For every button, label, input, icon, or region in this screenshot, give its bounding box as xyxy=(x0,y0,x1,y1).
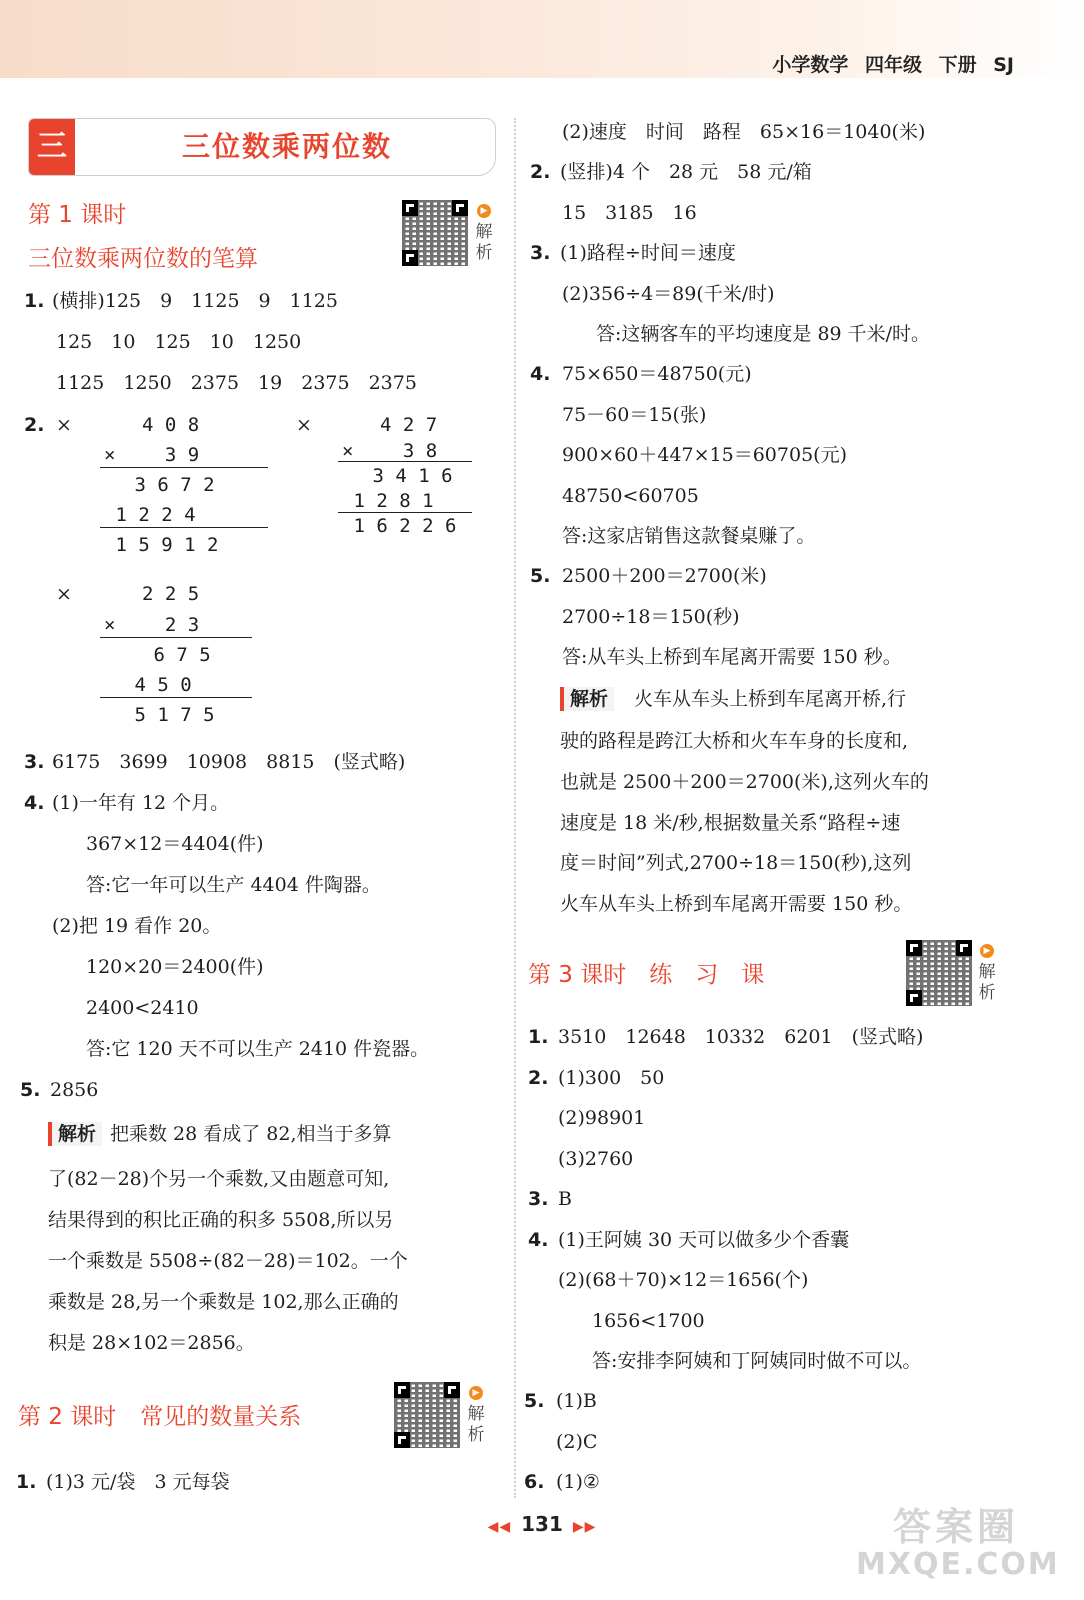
answer-line: (1)王阿姨 30 天可以做多少个香囊 xyxy=(558,1229,850,1251)
unit-title: 三位数乘两位数 xyxy=(181,130,392,163)
lesson2-title: 第 2 课时 常见的数量关系 xyxy=(18,1404,302,1430)
lesson1-subtitle: 三位数乘两位数的笔算 xyxy=(28,246,258,272)
explanation-line: 乘数是 28,另一个乘数是 102,那么正确的 xyxy=(48,1291,399,1313)
q-number: 1. xyxy=(528,1026,549,1048)
vertical-calc-line: 4 0 8 xyxy=(104,414,200,436)
vertical-calc-line: 3 4 1 6 xyxy=(342,465,453,487)
answer-line: (2)(68＋70)×12＝1656(个) xyxy=(558,1269,809,1291)
explanation-line: 度＝时间”列式,2700÷18＝150(秒),这列 xyxy=(560,852,912,874)
qr-label: 解 析 xyxy=(978,962,996,1003)
answer-line: 75－60＝15(张) xyxy=(562,404,707,426)
explanation-line: 速度是 18 米/秒,根据数量关系“路程÷速 xyxy=(560,812,901,834)
explanation-tag: 解析 xyxy=(48,1122,102,1146)
qr-code-lesson3[interactable] xyxy=(906,940,972,1006)
explanation-line: 也就是 2500＋200＝2700(米),这列火车的 xyxy=(560,771,929,793)
unit-title-box xyxy=(28,118,496,176)
q-number: 4. xyxy=(24,792,45,814)
vertical-calc-line: × 2 3 xyxy=(104,614,200,636)
answer-line: (1)B xyxy=(556,1390,597,1412)
subject: 小学数学 xyxy=(772,54,849,76)
watermark: 答案圈 MXQE.COM xyxy=(856,1505,1060,1582)
answer-line: (2)把 19 看作 20。 xyxy=(52,915,222,937)
explanation-line: 结果得到的积比正确的积多 5508,所以另 xyxy=(48,1209,394,1231)
answer-line: 125 10 125 10 1250 xyxy=(56,331,302,353)
explanation-line: 了(82－28)个另一个乘数,又由题意可知, xyxy=(48,1168,390,1190)
lesson1-title: 第 1 课时 xyxy=(28,202,127,228)
q-number: 4. xyxy=(530,363,551,385)
answer-line: (2)356÷4＝89(千米/时) xyxy=(562,283,775,305)
explanation-line: 驶的路程是跨江大桥和火车车身的长度和, xyxy=(560,730,909,752)
q-number: 6. xyxy=(524,1471,545,1493)
unit-number: 三 xyxy=(29,119,75,175)
q-number: 1. xyxy=(24,290,45,312)
q-number: 2. xyxy=(24,414,45,436)
answer-line: (2)C xyxy=(556,1431,598,1453)
answer-line: 2400<2410 xyxy=(86,997,199,1019)
answer-line: (2)速度 时间 路程 65×16＝1040(米) xyxy=(562,121,926,143)
answer-line: (1)路程÷时间＝速度 xyxy=(560,242,736,264)
vertical-calc-line: 1 6 2 2 6 xyxy=(342,515,457,537)
q-number: 5. xyxy=(20,1079,41,1101)
qr-code-lesson1[interactable] xyxy=(402,200,468,266)
answer-line: 120×20＝2400(件) xyxy=(86,956,264,978)
explanation-line: 火车从车头上桥到车尾离开需要 150 秒。 xyxy=(560,893,913,915)
vertical-calc-line: 3 6 7 2 xyxy=(104,474,215,496)
q-number: 2. xyxy=(528,1067,549,1089)
answer-line: 900×60＋447×15＝60705(元) xyxy=(562,444,847,466)
explanation-line: 积是 28×102＝2856。 xyxy=(48,1332,255,1354)
edition: SJ xyxy=(993,54,1014,76)
answer-line: 367×12＝4404(件) xyxy=(86,833,264,855)
qr-label: 解 析 xyxy=(467,1404,485,1445)
answer-line: 48750<60705 xyxy=(562,485,699,507)
vertical-calc-line: 1 2 8 1 xyxy=(342,490,434,512)
calc-rule xyxy=(100,527,268,528)
answer-line: (1)300 50 xyxy=(558,1067,665,1089)
answer-line: 答:这辆客车的平均速度是 89 千米/时。 xyxy=(596,323,931,345)
qr-label: 解 析 xyxy=(475,222,493,263)
answer-line: 答:这家店销售这款餐桌赚了。 xyxy=(562,525,816,547)
qr-code-lesson2[interactable] xyxy=(394,1382,460,1448)
answer-line: 1125 1250 2375 19 2375 2375 xyxy=(56,372,417,394)
vertical-calc-line: 1 5 9 1 2 xyxy=(104,534,219,556)
play-icon: ▶ xyxy=(980,944,994,958)
cross-mark: × xyxy=(56,583,72,605)
answer-line: (竖排)4 个 28 元 58 元/箱 xyxy=(560,161,812,183)
calc-rule xyxy=(100,467,268,468)
vertical-calc-line: 4 5 0 xyxy=(104,674,192,696)
lesson3-title: 第 3 课时 练 习 课 xyxy=(528,962,765,988)
calc-rule xyxy=(100,697,252,698)
answer-line: 2700÷18＝150(秒) xyxy=(562,606,740,628)
answer-line: 答:它 120 天不可以生产 2410 件瓷器。 xyxy=(86,1038,430,1060)
vertical-calc-line: 1 2 2 4 xyxy=(104,504,196,526)
vertical-calc-line: 4 2 7 xyxy=(342,414,438,436)
q-number: 5. xyxy=(530,565,551,587)
explanation-line: 解析 把乘数 28 看成了 82,相当于多算 xyxy=(48,1122,392,1146)
vertical-calc-line: × 3 8 xyxy=(342,440,438,462)
grade: 四年级 xyxy=(864,54,922,76)
answer-line: (2)98901 xyxy=(558,1107,646,1129)
q-number: 3. xyxy=(530,242,551,264)
volume: 下册 xyxy=(938,54,977,76)
vertical-calc-line: 2 2 5 xyxy=(104,583,200,605)
answer-line: 答:它一年可以生产 4404 件陶器。 xyxy=(86,874,381,896)
q-number: 3. xyxy=(24,751,45,773)
answer-line: (1)② xyxy=(556,1471,600,1493)
answer-line: 15 3185 16 xyxy=(562,202,697,224)
explanation-line: 解析 火车从车头上桥到车尾离开桥,行 xyxy=(560,687,906,711)
book-info xyxy=(772,50,1014,77)
explanation-line: 一个乘数是 5508÷(82－28)＝102。一个 xyxy=(48,1250,408,1272)
vertical-calc-line: × 3 9 xyxy=(104,444,200,466)
vertical-calc-line: 6 7 5 xyxy=(104,644,211,666)
answer-line: B xyxy=(558,1188,572,1210)
answer-line: 2856 xyxy=(50,1079,99,1101)
answer-line: (横排)125 9 1125 9 1125 xyxy=(52,290,338,312)
cross-mark: × xyxy=(56,414,72,436)
answer-line: (1)一年有 12 个月。 xyxy=(52,792,230,814)
answer-line: 6175 3699 10908 8815 (竖式略) xyxy=(52,751,406,773)
answer-line: 2500＋200＝2700(米) xyxy=(562,565,767,587)
q-number: 2. xyxy=(530,161,551,183)
q-number: 4. xyxy=(528,1229,549,1251)
answer-line: (3)2760 xyxy=(558,1148,634,1170)
answer-line: (1)3 元/袋 3 元每袋 xyxy=(46,1471,230,1493)
page-number: 131 xyxy=(521,1512,563,1536)
play-icon: ▶ xyxy=(477,204,491,218)
cross-mark: × xyxy=(296,414,312,436)
next-arrows-icon: ▶▶ xyxy=(572,1519,597,1535)
play-icon: ▶ xyxy=(469,1386,483,1400)
prev-arrows-icon: ◀◀ xyxy=(487,1519,512,1535)
answer-line: 1656<1700 xyxy=(592,1310,705,1332)
column-divider xyxy=(514,118,516,1498)
vertical-calc-line: 5 1 7 5 xyxy=(104,704,215,726)
q-number: 5. xyxy=(524,1390,545,1412)
answer-line: 3510 12648 10332 6201 (竖式略) xyxy=(558,1026,924,1048)
q-number: 1. xyxy=(16,1471,37,1493)
answer-line: 75×650＝48750(元) xyxy=(562,363,752,385)
answer-line: 答:安排李阿姨和丁阿姨同时做不可以。 xyxy=(592,1350,922,1372)
q-number: 3. xyxy=(528,1188,549,1210)
calc-rule xyxy=(338,461,472,462)
answer-line: 答:从车头上桥到车尾离开需要 150 秒。 xyxy=(562,646,902,668)
calc-rule xyxy=(338,512,472,513)
explanation-tag: 解析 xyxy=(560,687,614,711)
calc-rule xyxy=(100,637,252,638)
